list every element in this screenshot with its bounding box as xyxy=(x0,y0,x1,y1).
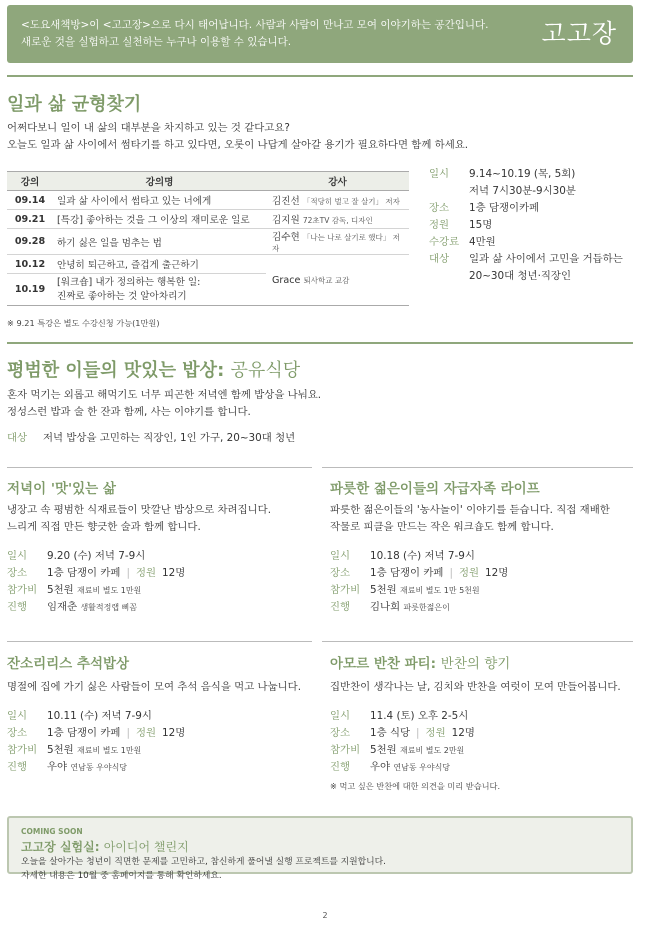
lecture-title: [특강] 좋아하는 것을 그 이상의 재미로운 일로 xyxy=(53,210,266,229)
balance-info xyxy=(429,166,623,285)
event-title: 파릇한 젊은이들의 자급자족 라이프 xyxy=(330,481,540,497)
value-fee: 4만원 xyxy=(469,236,496,248)
banner-intro-line: <도요새책방>이 <고고장>으로 다시 태어납니다. 사람과 사람이 만나고 모여 이야기하는 공간입니다. xyxy=(21,19,489,31)
value-target: 저녁 밥상을 고민하는 직장인, 1인 가구, 20~30대 청년 xyxy=(43,432,296,444)
table-row xyxy=(7,191,409,210)
lecture-date: 09.14 xyxy=(7,191,53,210)
label-fee: 참가비 xyxy=(330,584,361,596)
label-when: 일시 xyxy=(7,550,28,562)
event-description xyxy=(330,502,610,536)
label-target: 대상 xyxy=(7,432,28,444)
divider xyxy=(7,467,312,468)
desc-line: 명절에 집에 가기 싫은 사람들이 모여 추석 음식을 먹고 나눕니다. xyxy=(7,681,301,693)
value-fee: 5천원 xyxy=(370,584,397,596)
value-where: 1층 식당 xyxy=(370,727,411,739)
coming-soon-box xyxy=(7,816,633,881)
host-note: 연남동 우야식당 xyxy=(70,763,128,772)
value-host: 우야 xyxy=(47,761,68,773)
lecture-speaker xyxy=(266,210,409,229)
lecture-speaker xyxy=(266,229,409,255)
intro-banner xyxy=(7,5,633,63)
desc-line: 집반찬이 생각나는 날, 김치와 반찬을 여럿이 모여 만들어봅니다. xyxy=(330,681,621,693)
value-when: 11.4 (토) 오후 2-5시 xyxy=(370,710,469,722)
table-share-target xyxy=(7,430,295,447)
value-capacity: 12명 xyxy=(162,567,186,579)
section-divider xyxy=(7,75,633,77)
title-bold: 평범한 이들의 맛있는 밥상: xyxy=(7,360,225,381)
divider xyxy=(322,641,633,642)
lecture-title xyxy=(53,274,266,306)
desc-line: 어쩌다보니 일이 내 삶의 대부분을 차지하고 있는 것 같다고요? xyxy=(7,122,290,134)
lecture-speaker xyxy=(266,191,409,210)
event-info: 일시 10.18 (수) 저녁 7-9시 장소 1층 담쟁이 카페 | 정원 12명 참가비 5천원 재료비 별도 1만 5천원 진행 김나희 파릇한젊은이 xyxy=(330,548,508,616)
table-share-description xyxy=(7,387,321,421)
label-where: 장소 xyxy=(7,567,28,579)
host-note: 파릇한젊은이 xyxy=(403,603,450,612)
value-when: 10.18 (수) 저녁 7-9시 xyxy=(370,550,475,562)
header-speaker: 강사 xyxy=(266,172,409,191)
event-info: 일시 11.4 (토) 오후 2-5시 장소 1층 식당 | 정원 12명 참가비 5천원 재료비 별도 2만원 진행 우야 연남동 우야식당 xyxy=(330,708,475,776)
table-footnote: ※ 9.21 특강은 별도 수강신청 가능(1만원) xyxy=(7,318,160,328)
table-row xyxy=(7,229,409,255)
label-capacity: 정원 xyxy=(429,219,450,231)
lecture-date: 09.28 xyxy=(7,229,53,255)
value-capacity: 12명 xyxy=(451,727,475,739)
value-where: 1층 담쟁이 카페 xyxy=(47,567,121,579)
speaker-name: 김진선 xyxy=(272,196,300,207)
lecture-schedule-table xyxy=(7,171,409,306)
table-row xyxy=(7,210,409,229)
value-where: 1층 담쟁이 카페 xyxy=(370,567,444,579)
label-host: 진행 xyxy=(330,601,351,613)
value-when: 9.20 (수) 저녁 7-9시 xyxy=(47,550,146,562)
value-capacity: 12명 xyxy=(162,727,186,739)
value-capacity: 15명 xyxy=(469,219,493,231)
label-capacity: 정원 xyxy=(135,727,157,739)
event-title xyxy=(330,652,510,672)
page-number: 2 xyxy=(322,911,328,920)
title-light: 공유식당 xyxy=(230,360,301,381)
balance-description xyxy=(7,120,468,154)
title-line: 진짜로 좋아하는 것 알아차리기 xyxy=(57,290,187,302)
coming-soon-description xyxy=(21,855,386,883)
value-when-time: 저녁 7시30분-9시30분 xyxy=(469,185,576,197)
value-host: 임재춘 xyxy=(47,601,78,613)
label-where: 장소 xyxy=(7,727,28,739)
coming-soon-title xyxy=(21,838,189,855)
event-footnote: ※ 먹고 싶은 반찬에 대한 의견을 미리 받습니다. xyxy=(330,781,501,791)
event-info: 일시 10.11 (수) 저녁 7-9시 장소 1층 담쟁이 카페 | 정원 12명 참가비 5천원 재료비 별도 1만원 진행 우야 연남동 우야식당 xyxy=(7,708,185,776)
coming-soon-tag: COMING SOON xyxy=(21,827,83,836)
title-bold: 고고장 실험실: xyxy=(21,840,100,854)
label-host: 진행 xyxy=(7,761,28,773)
event-title: 잔소리리스 추석밥상 xyxy=(7,656,130,672)
fee-note: 재료비 별도 1만원 xyxy=(77,746,142,755)
banner-intro-line: 새로운 것을 실험하고 실천하는 누구나 이용할 수 있습니다. xyxy=(21,36,292,48)
fee-note: 재료비 별도 1만원 xyxy=(77,586,142,595)
table-header-row xyxy=(7,172,409,191)
lecture-title: 하기 싫은 일을 멈추는 법 xyxy=(53,229,266,255)
desc-line: 파릇한 젊은이들의 '농사놀이' 이야기를 듣습니다. 직접 재배한 xyxy=(330,504,610,516)
value-where: 1층 담쟁이 카페 xyxy=(47,727,121,739)
desc-line: 작물로 피클을 만드는 작은 워크숍도 함께 합니다. xyxy=(330,521,554,533)
host-note: 생활적정랩 삐꼼 xyxy=(80,603,138,612)
label-fee: 참가비 xyxy=(330,744,361,756)
section-divider xyxy=(7,342,633,344)
value-when: 10.11 (수) 저녁 7-9시 xyxy=(47,710,152,722)
label-host: 진행 xyxy=(330,761,351,773)
value-target: 일과 삶 사이에서 고민을 거듭하는 xyxy=(469,253,623,265)
desc-line: 혼자 먹기는 외롭고 해먹기도 너무 피곤한 저녁엔 함께 밥상을 나눠요. xyxy=(7,389,322,401)
label-target: 대상 xyxy=(429,253,450,265)
title-light: 반찬의 향기 xyxy=(440,656,511,672)
title-line: [워크숍] 내가 정의하는 행복한 일: xyxy=(57,276,201,288)
lecture-title: 안녕히 퇴근하고, 즐겁게 출근하기 xyxy=(53,255,266,274)
label-capacity: 정원 xyxy=(425,727,446,739)
speaker-note: 「나는 나로 살기로 했다」 저자 xyxy=(272,233,400,253)
lecture-speaker xyxy=(266,255,409,306)
label-fee: 참가비 xyxy=(7,584,38,596)
event-info: 일시 9.20 (수) 저녁 7-9시 장소 1층 담쟁이 카페 | 정원 12명 참가비 5천원 재료비 별도 1만원 진행 임재춘 생활적정랩 삐꼼 xyxy=(7,548,185,616)
speaker-note: 퇴사학교 교감 xyxy=(303,275,350,285)
event-description xyxy=(7,502,271,536)
label-host: 진행 xyxy=(7,601,28,613)
value-fee: 5천원 xyxy=(370,744,397,756)
label-where: 장소 xyxy=(429,202,450,214)
speaker-note: 「적당히 벌고 잘 살기」 저자 xyxy=(302,197,400,206)
value-capacity: 12명 xyxy=(485,567,509,579)
desc-line: 느리게 직접 만든 향긋한 술과 함께 합니다. xyxy=(7,521,201,533)
section-title-balance: 일과 삶 균형찾기 xyxy=(7,94,142,115)
label-when: 일시 xyxy=(330,550,351,562)
value-host: 우야 xyxy=(370,761,391,773)
desc-line: 정성스런 밥과 술 한 잔과 함께, 사는 이야기를 합니다. xyxy=(7,406,251,418)
event-description xyxy=(7,679,301,696)
label-where: 장소 xyxy=(330,567,351,579)
desc-line: 냉장고 속 평범한 식재료들이 맛깔난 밥상으로 차려집니다. xyxy=(7,504,272,516)
event-title: 저녁이 '맛'있는 삶 xyxy=(7,481,116,497)
banner-intro xyxy=(21,17,488,51)
fee-note: 재료비 별도 2만원 xyxy=(400,746,465,755)
event-description xyxy=(330,679,621,696)
desc-line: 오늘을 살아가는 청년이 직면한 문제를 고민하고, 참신하게 풀어낼 실행 프로젝트를 지원합니다. xyxy=(21,857,386,867)
lecture-title: 일과 삶 사이에서 썸타고 있는 너에게 xyxy=(53,191,266,210)
value-where: 1층 담쟁이카페 xyxy=(469,202,540,214)
header-date: 강의 xyxy=(7,172,53,191)
label-when: 일시 xyxy=(330,710,351,722)
value-host: 김나희 xyxy=(370,601,401,613)
header-title: 강의명 xyxy=(53,172,266,191)
value-when: 9.14~10.19 (목, 5회) xyxy=(469,168,576,180)
title-bold: 아모르 반찬 파티: xyxy=(330,656,437,672)
speaker-note: 72초TV 감독, 디자인 xyxy=(302,216,373,225)
host-note: 연남동 우야식당 xyxy=(393,763,451,772)
speaker-name: Grace xyxy=(272,274,301,286)
desc-line: 자세한 내용은 10월 중 홈페이지를 통해 확인하세요. xyxy=(21,871,222,881)
label-fee: 참가비 xyxy=(7,744,38,756)
divider xyxy=(7,641,312,642)
table-row xyxy=(7,255,409,274)
label-capacity: 정원 xyxy=(135,567,157,579)
lecture-date: 09.21 xyxy=(7,210,53,229)
label-fee: 수강료 xyxy=(429,236,460,248)
value-target-2: 20~30대 청년·직장인 xyxy=(469,270,571,282)
value-fee: 5천원 xyxy=(47,584,74,596)
value-fee: 5천원 xyxy=(47,744,74,756)
label-when: 일시 xyxy=(7,710,28,722)
title-light: 아이디어 챌린지 xyxy=(103,840,189,854)
divider xyxy=(322,467,633,468)
section-title-table-share xyxy=(7,356,300,382)
lecture-date: 10.12 xyxy=(7,255,53,274)
lecture-date: 10.19 xyxy=(7,274,53,306)
label-where: 장소 xyxy=(330,727,351,739)
speaker-name: 김수현 xyxy=(272,232,300,243)
fee-note: 재료비 별도 1만 5천원 xyxy=(400,586,480,595)
label-when: 일시 xyxy=(429,168,450,180)
brand-logo-text: 고고장 xyxy=(541,19,617,48)
speaker-name: 김지원 xyxy=(272,215,300,226)
desc-line: 오늘도 일과 삶 사이에서 썸타기를 하고 있다면, 오롯이 나답게 살아갈 용기가 필요하다면 함께 하세요. xyxy=(7,139,469,151)
label-capacity: 정원 xyxy=(458,567,480,579)
